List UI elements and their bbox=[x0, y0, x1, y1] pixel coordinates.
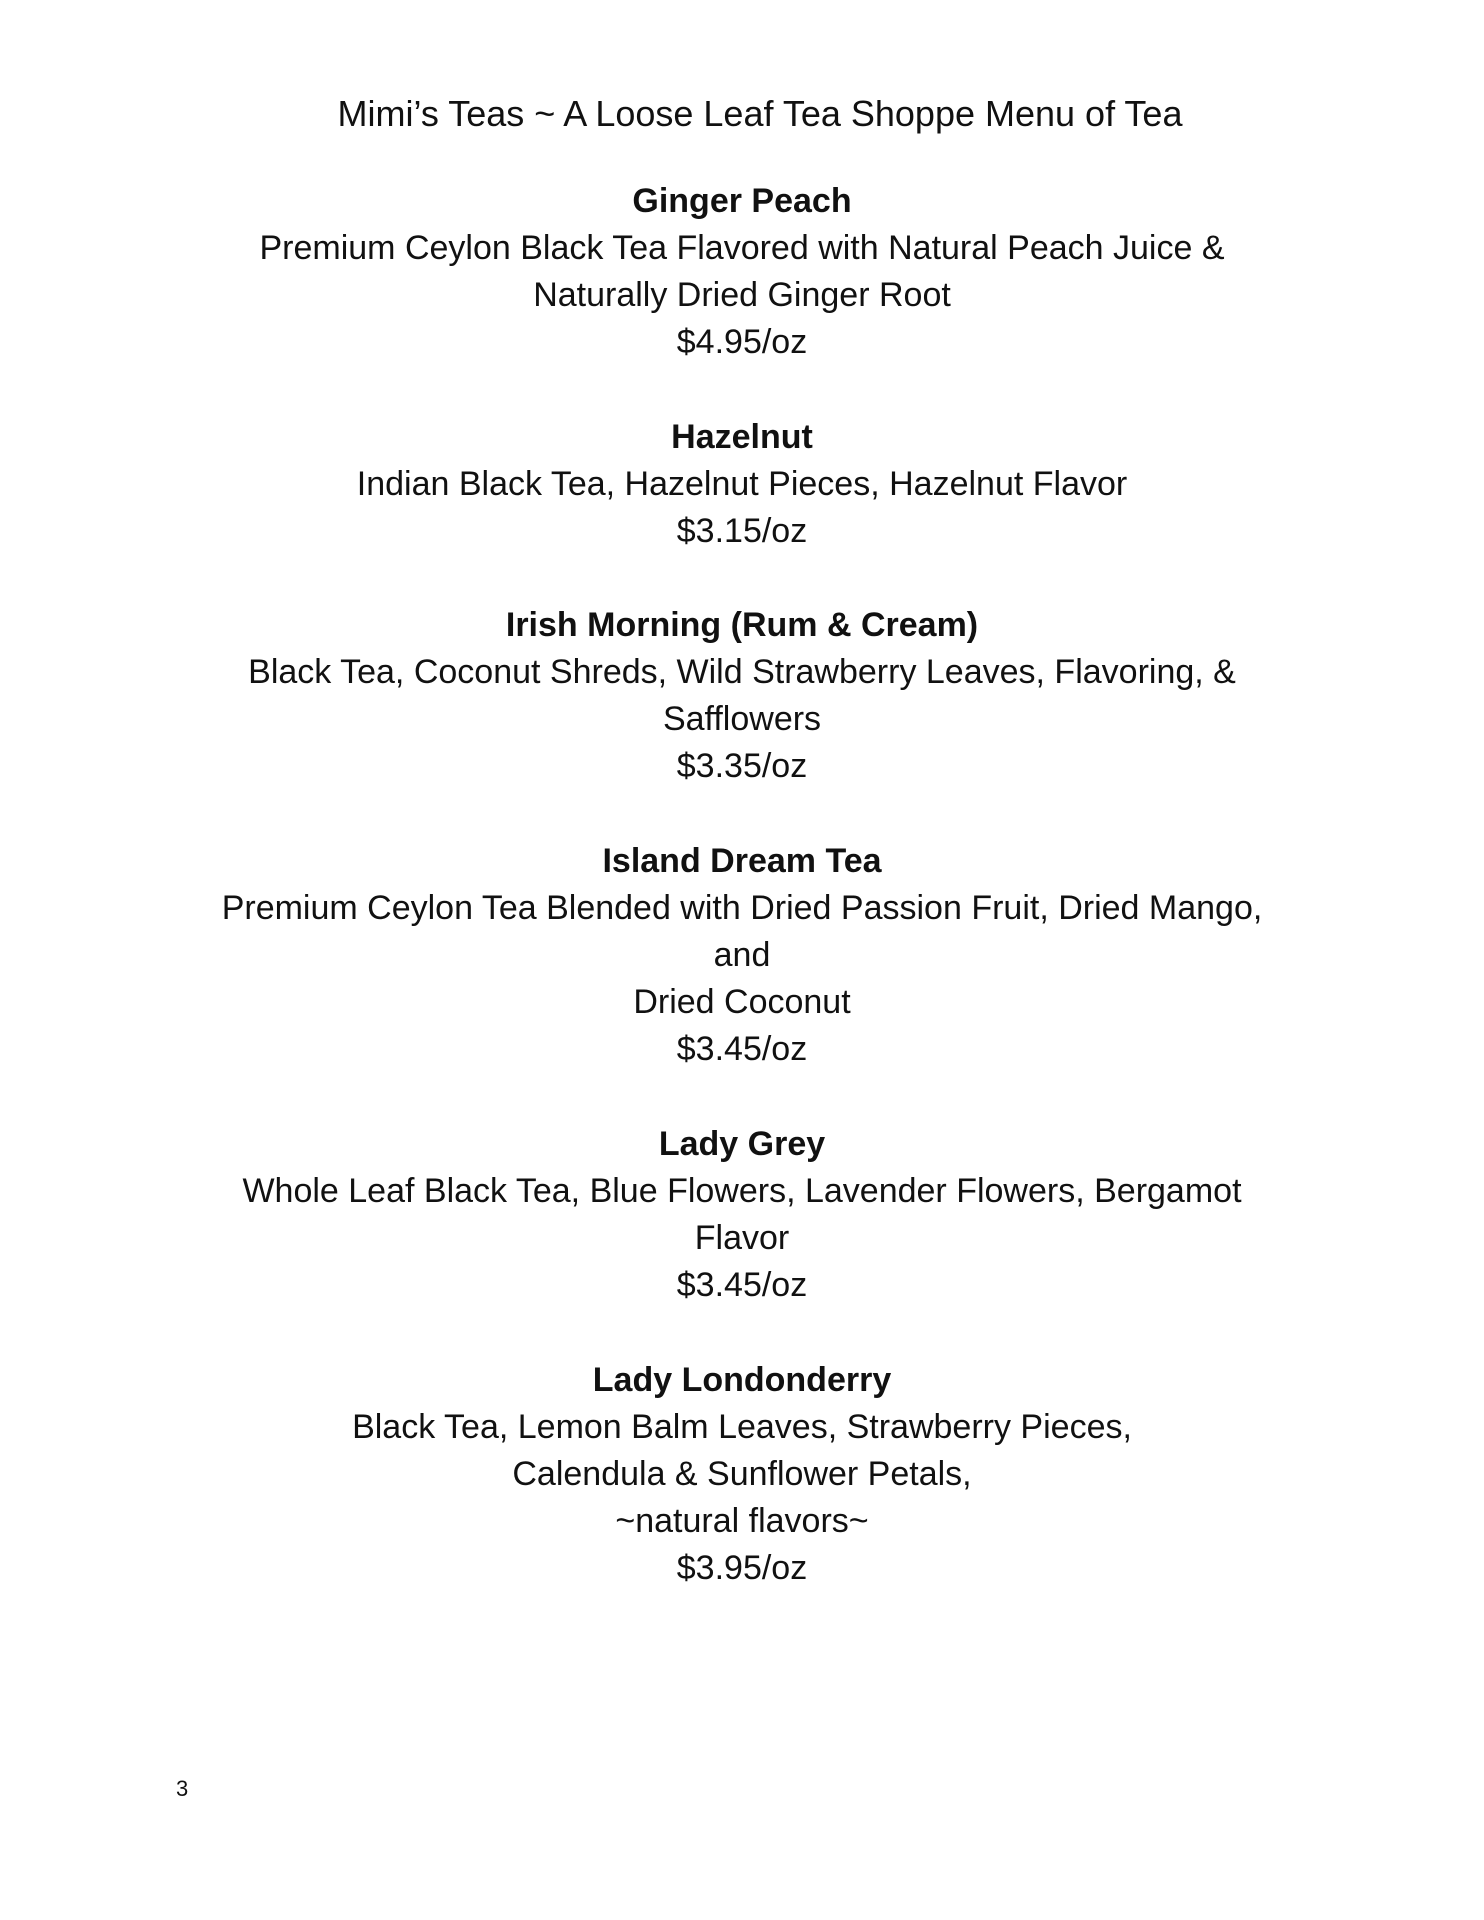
menu-item-lady-grey bbox=[0, 1121, 1484, 1309]
page-number: 3 bbox=[176, 1776, 189, 1801]
tea-price: $3.45/oz bbox=[676, 1030, 808, 1068]
tea-price: $3.15/oz bbox=[676, 512, 808, 550]
menu-item-island-dream-tea bbox=[0, 838, 1484, 1073]
menu-item-hazelnut bbox=[0, 414, 1484, 555]
tea-description-line: Whole Leaf Black Tea, Blue Flowers, Lavender Flowers, Bergamot bbox=[242, 1172, 1242, 1210]
tea-price: $4.95/oz bbox=[676, 323, 808, 361]
page-title: Mimi’s Teas ~ A Loose Leaf Tea Shoppe Menu of Tea bbox=[337, 93, 1183, 134]
tea-name: Hazelnut bbox=[671, 418, 813, 456]
tea-description-line: Premium Ceylon Black Tea Flavored with Natural Peach Juice & bbox=[259, 229, 1225, 267]
tea-description-line: Naturally Dried Ginger Root bbox=[533, 276, 951, 314]
tea-name: Lady Londonderry bbox=[592, 1361, 892, 1399]
tea-description-line: Flavor bbox=[694, 1219, 790, 1257]
tea-description-line: Safflowers bbox=[662, 700, 822, 738]
tea-price: $3.45/oz bbox=[676, 1266, 808, 1304]
tea-description-line: and bbox=[713, 936, 771, 974]
tea-description-line: Black Tea, Coconut Shreds, Wild Strawberry Leaves, Flavoring, & bbox=[248, 653, 1236, 691]
tea-description-line: Indian Black Tea, Hazelnut Pieces, Hazelnut Flavor bbox=[356, 465, 1128, 503]
menu-item-lady-londonderry bbox=[0, 1357, 1484, 1592]
menu-item-ginger-peach bbox=[0, 178, 1484, 366]
tea-name: Island Dream Tea bbox=[602, 842, 882, 880]
tea-price: $3.35/oz bbox=[676, 747, 808, 785]
tea-name: Irish Morning (Rum & Cream) bbox=[505, 606, 979, 644]
tea-name: Lady Grey bbox=[658, 1125, 826, 1163]
tea-description-line: Calendula & Sunflower Petals, bbox=[512, 1455, 972, 1493]
menu-item-irish-morning bbox=[0, 602, 1484, 790]
tea-description-line: Premium Ceylon Tea Blended with Dried Passion Fruit, Dried Mango, bbox=[221, 889, 1263, 927]
tea-description-line: Dried Coconut bbox=[633, 983, 851, 1021]
tea-name: Ginger Peach bbox=[632, 182, 852, 220]
tea-description-line: Black Tea, Lemon Balm Leaves, Strawberry Pieces, bbox=[352, 1408, 1132, 1446]
tea-description-line: ~natural flavors~ bbox=[615, 1502, 869, 1540]
tea-price: $3.95/oz bbox=[676, 1549, 808, 1587]
